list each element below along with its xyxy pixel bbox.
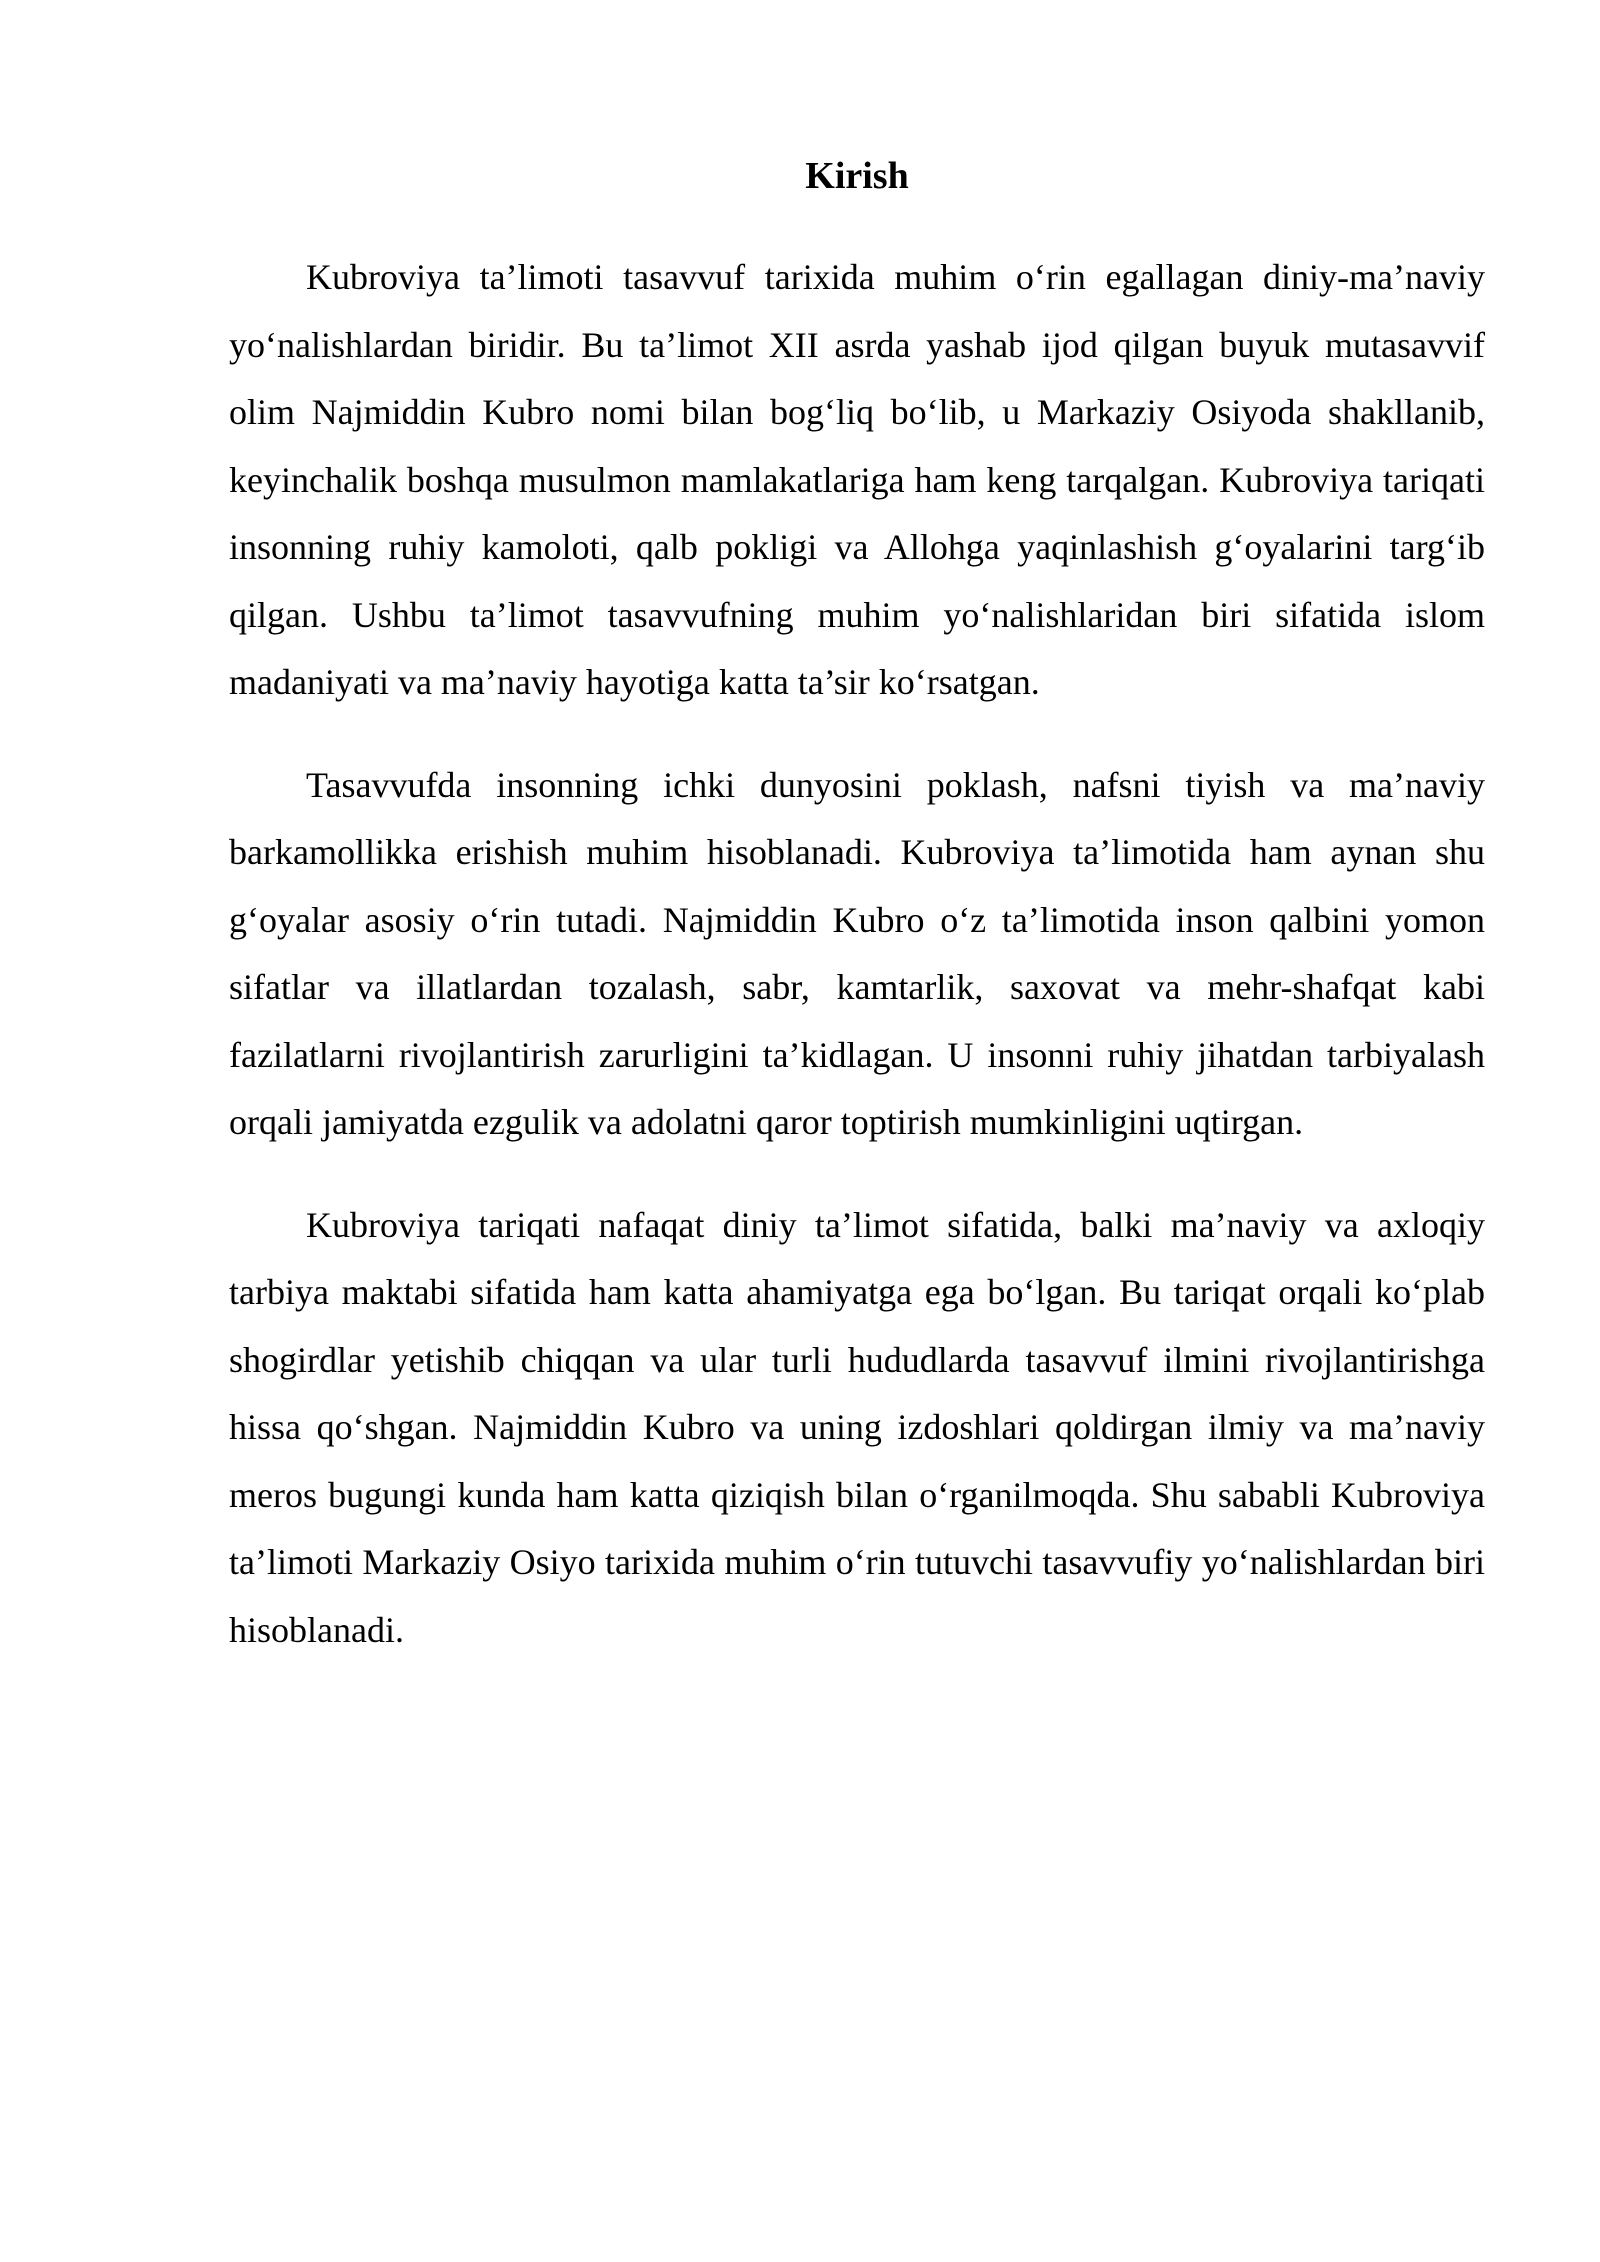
paragraph-3: Kubroviya tariqati nafaqat diniy ta’limot sifatida, balki ma’naviy va axloqiy tarbiya maktabi sifatida ham katta ahamiyatga ega bo‘lgan. Bu tariqat orqali ko‘plab shogirdlar yetishib chiqqan va ular turli hududlarda tasavvuf ilmini rivojlantirishga hissa qo‘shgan. Najmiddin Kubro va uning izdoshlari qoldirgan ilmiy va ma’naviy meros bugungi kunda ham katta qiziqish bilan o‘rganilmoqda. Shu sababli Kubroviya ta’limoti Markaziy Osiyo tarixida muhim o‘rin tutuvchi tasavvufiy yo‘nalishlardan biri hisoblanadi. (229, 1204, 1485, 1650)
paragraph-1: Kubroviya ta’limoti tasavvuf tarixida muhim o‘rin egallagan diniy-ma’naviy yo‘nalishlardan biridir. Bu ta’limot XII asrda yashab ijod qilgan buyuk mutasavvif olim Najmiddin Kubro nomi bilan bog‘liq bo‘lib, u Markaziy Osiyoda shakllanib, keyinchalik boshqa musulmon mamlakatlariga ham keng tarqalgan. Kubroviya tariqati insonning ruhiy kamoloti, qalb pokligi va Allohga yaqinlashish g‘oyalarini targ‘ib qilgan. Ushbu ta’limot tasavvufning muhim yo‘nalishlaridan biri sifatida islom madaniyati va ma’naviy hayotiga katta ta’sir ko‘rsatgan. (229, 257, 1485, 702)
document-body (229, 148, 1485, 1664)
page-title: Kirish (805, 155, 909, 197)
paragraph-2: Tasavvufda insonning ichki dunyosini poklash, nafsni tiyish va ma’naviy barkamollikka erishish muhim hisoblanadi. Kubroviya ta’limotida ham aynan shu g‘oyalar asosiy o‘rin tutadi. Najmiddin Kubro o‘z ta’limotida inson qalbini yomon sifatlar va illatlardan tozalash, sabr, kamtarlik, saxovat va mehr-shafqat kabi fazilatlarni rivojlantirish zarurligini ta’kidlagan. U insonni ruhiy jihatdan tarbiyalash orqali jamiyatda ezgulik va adolatni qaror toptirish mumkinligini uqtirgan. (229, 764, 1485, 1142)
